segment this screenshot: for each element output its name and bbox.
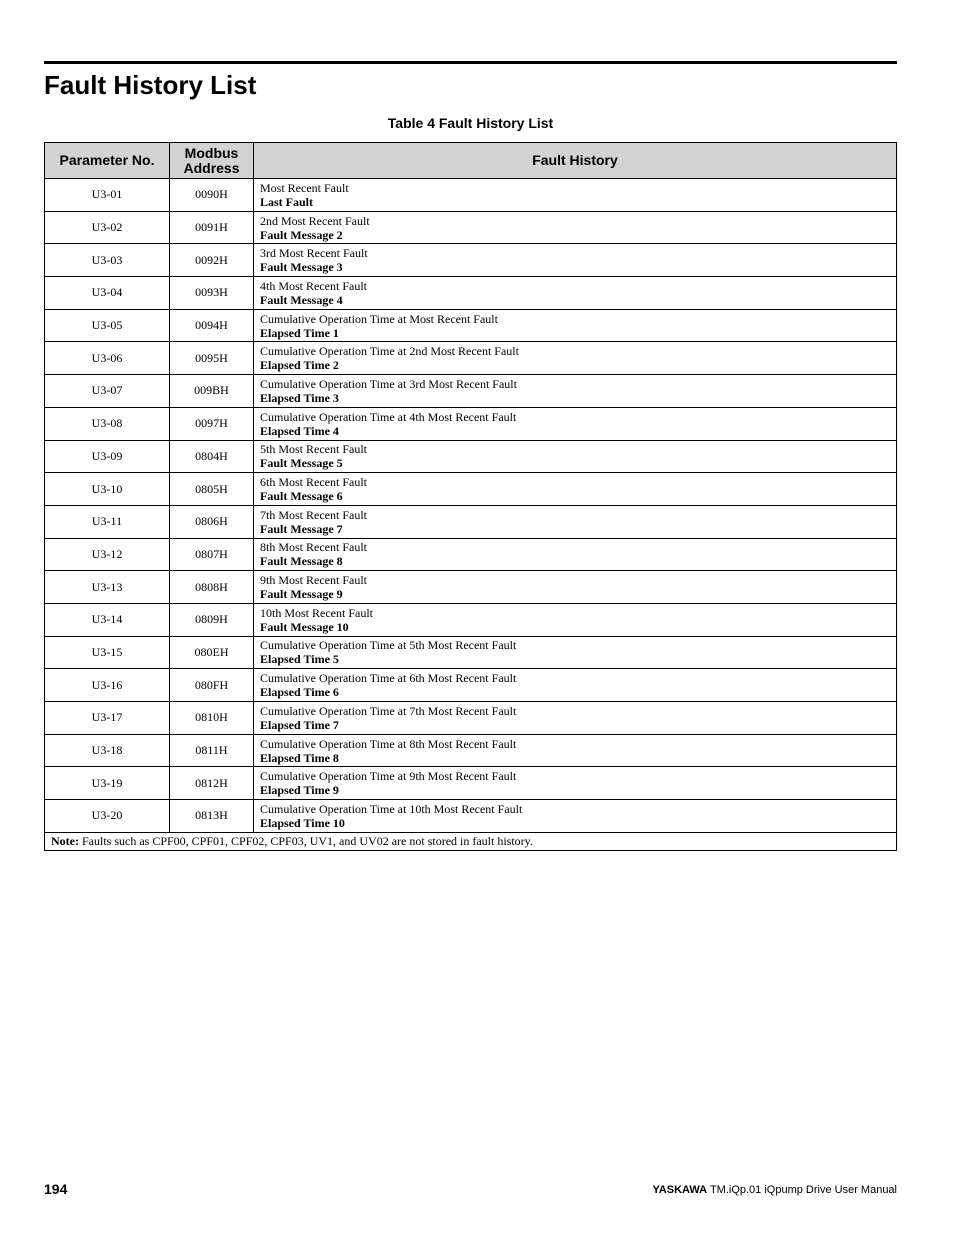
fault-history-cell (254, 440, 897, 473)
top-rule (44, 61, 897, 64)
table-row (45, 407, 897, 440)
fault-description: Most Recent Fault (260, 180, 349, 195)
fault-display-name: Elapsed Time 1 (260, 325, 339, 340)
page-number: 194 (44, 1181, 68, 1197)
fault-description: 7th Most Recent Fault (260, 507, 367, 522)
fault-history-cell (254, 800, 897, 833)
fault-display-name: Elapsed Time 8 (260, 750, 339, 765)
parameter-cell: U3-14 (45, 603, 170, 636)
header-parameter-no: Parameter No. (45, 143, 170, 179)
fault-display-name: Elapsed Time 3 (260, 390, 339, 405)
footer (652, 1184, 897, 1196)
parameter-cell: U3-08 (45, 407, 170, 440)
fault-display-name: Elapsed Time 2 (260, 358, 339, 373)
fault-description: Cumulative Operation Time at 6th Most Recent Fault (260, 671, 517, 686)
table-row (45, 603, 897, 636)
modbus-address-cell: 0093H (170, 277, 254, 310)
fault-description: Cumulative Operation Time at 2nd Most Recent Fault (260, 344, 519, 359)
fault-history-cell (254, 407, 897, 440)
fault-history-cell (254, 375, 897, 408)
table-row (45, 309, 897, 342)
modbus-address-cell: 009BH (170, 375, 254, 408)
modbus-address-cell: 0094H (170, 309, 254, 342)
modbus-address-cell: 0805H (170, 473, 254, 506)
fault-display-name: Elapsed Time 7 (260, 717, 339, 732)
table-row (45, 636, 897, 669)
fault-description: Cumulative Operation Time at 3rd Most Recent Fault (260, 376, 517, 391)
fault-history-cell (254, 277, 897, 310)
fault-description: Cumulative Operation Time at 7th Most Recent Fault (260, 703, 517, 718)
modbus-address-cell: 0804H (170, 440, 254, 473)
fault-description: Cumulative Operation Time at 10th Most Recent Fault (260, 801, 523, 816)
fault-history-cell (254, 473, 897, 506)
modbus-address-cell: 0809H (170, 603, 254, 636)
fault-history-cell (254, 211, 897, 244)
header-modbus-address (170, 143, 254, 179)
header-fault-history: Fault History (254, 143, 897, 179)
fault-history-cell (254, 571, 897, 604)
fault-history-cell (254, 538, 897, 571)
header-modbus-line1: Modbus (184, 144, 239, 161)
parameter-cell: U3-07 (45, 375, 170, 408)
modbus-address-cell: 0810H (170, 702, 254, 735)
parameter-cell: U3-10 (45, 473, 170, 506)
parameter-cell: U3-16 (45, 669, 170, 702)
parameter-cell: U3-12 (45, 538, 170, 571)
parameter-cell: U3-04 (45, 277, 170, 310)
fault-display-name: Fault Message 2 (260, 227, 343, 242)
fault-description: 5th Most Recent Fault (260, 442, 367, 457)
note-label: Note: (51, 833, 79, 848)
table-row (45, 244, 897, 277)
fault-history-cell (254, 636, 897, 669)
fault-description: Cumulative Operation Time at 5th Most Recent Fault (260, 638, 517, 653)
page-title: Fault History List (44, 70, 257, 100)
table-row (45, 734, 897, 767)
footer-manual-title: TM.iQp.01 iQpump Drive User Manual (709, 1184, 897, 1196)
modbus-address-cell: 0097H (170, 407, 254, 440)
table-row (45, 505, 897, 538)
fault-history-cell (254, 244, 897, 277)
fault-description: 8th Most Recent Fault (260, 540, 367, 555)
fault-display-name: Elapsed Time 4 (260, 423, 339, 438)
table-caption: Table 4 Fault History List (387, 115, 554, 131)
parameter-cell: U3-09 (45, 440, 170, 473)
fault-description: 2nd Most Recent Fault (260, 213, 370, 228)
fault-display-name: Elapsed Time 5 (260, 652, 339, 667)
table-row (45, 767, 897, 800)
fault-history-cell (254, 179, 897, 212)
fault-description: Cumulative Operation Time at 8th Most Recent Fault (260, 736, 517, 751)
modbus-address-cell: 0808H (170, 571, 254, 604)
fault-display-name: Elapsed Time 6 (260, 685, 339, 700)
fault-description: Cumulative Operation Time at 9th Most Recent Fault (260, 769, 517, 784)
modbus-address-cell: 0092H (170, 244, 254, 277)
parameter-cell: U3-03 (45, 244, 170, 277)
parameter-cell: U3-01 (45, 179, 170, 212)
fault-description: 9th Most Recent Fault (260, 573, 367, 588)
table-row (45, 538, 897, 571)
modbus-address-cell: 0806H (170, 505, 254, 538)
fault-description: Cumulative Operation Time at 4th Most Recent Fault (260, 409, 517, 424)
table-row (45, 375, 897, 408)
table-row (45, 571, 897, 604)
table-row (45, 440, 897, 473)
fault-history-cell (254, 603, 897, 636)
fault-description: Cumulative Operation Time at Most Recent Fault (260, 311, 498, 326)
parameter-cell: U3-05 (45, 309, 170, 342)
modbus-address-cell: 0807H (170, 538, 254, 571)
table-row (45, 473, 897, 506)
table-row (45, 179, 897, 212)
parameter-cell: U3-15 (45, 636, 170, 669)
modbus-address-cell: 0813H (170, 800, 254, 833)
parameter-cell: U3-02 (45, 211, 170, 244)
fault-history-cell (254, 309, 897, 342)
modbus-address-cell: 0090H (170, 179, 254, 212)
fault-history-cell (254, 767, 897, 800)
parameter-cell: U3-11 (45, 505, 170, 538)
table-row (45, 211, 897, 244)
fault-display-name: Fault Message 6 (260, 489, 343, 504)
modbus-address-cell: 0091H (170, 211, 254, 244)
table-row (45, 277, 897, 310)
fault-description: 3rd Most Recent Fault (260, 246, 368, 261)
parameter-cell: U3-13 (45, 571, 170, 604)
fault-display-name: Fault Message 10 (260, 619, 349, 634)
parameter-cell: U3-18 (45, 734, 170, 767)
fault-description: 6th Most Recent Fault (260, 475, 367, 490)
fault-history-cell (254, 505, 897, 538)
fault-display-name: Fault Message 7 (260, 521, 343, 536)
table-row (45, 342, 897, 375)
header-modbus-line2: Address (183, 159, 240, 176)
modbus-address-cell: 0095H (170, 342, 254, 375)
modbus-address-cell: 080EH (170, 636, 254, 669)
parameter-cell: U3-06 (45, 342, 170, 375)
fault-history-cell (254, 734, 897, 767)
table-row (45, 800, 897, 833)
table-row (45, 702, 897, 735)
note-row (45, 832, 897, 850)
fault-history-cell (254, 669, 897, 702)
fault-history-cell (254, 342, 897, 375)
parameter-cell: U3-20 (45, 800, 170, 833)
table-row (45, 669, 897, 702)
fault-history-table (44, 142, 897, 851)
fault-display-name: Elapsed Time 10 (260, 815, 345, 830)
note-cell (45, 832, 897, 850)
fault-display-name: Fault Message 4 (260, 292, 343, 307)
fault-display-name: Fault Message 5 (260, 456, 343, 471)
fault-display-name: Fault Message 3 (260, 260, 343, 275)
footer-brand: YASKAWA (652, 1184, 708, 1196)
modbus-address-cell: 0812H (170, 767, 254, 800)
fault-display-name: Fault Message 9 (260, 587, 343, 602)
fault-display-name: Elapsed Time 9 (260, 783, 339, 798)
fault-display-name: Last Fault (260, 194, 314, 209)
modbus-address-cell: 080FH (170, 669, 254, 702)
parameter-cell: U3-19 (45, 767, 170, 800)
fault-history-cell (254, 702, 897, 735)
modbus-address-cell: 0811H (170, 734, 254, 767)
parameter-cell: U3-17 (45, 702, 170, 735)
table-header-row (45, 143, 897, 179)
fault-display-name: Fault Message 8 (260, 554, 343, 569)
note-text: Faults such as CPF00, CPF01, CPF02, CPF03, UV1, and UV02 are not stored in fault history. (78, 833, 533, 848)
fault-description: 10th Most Recent Fault (260, 605, 373, 620)
fault-description: 4th Most Recent Fault (260, 278, 367, 293)
